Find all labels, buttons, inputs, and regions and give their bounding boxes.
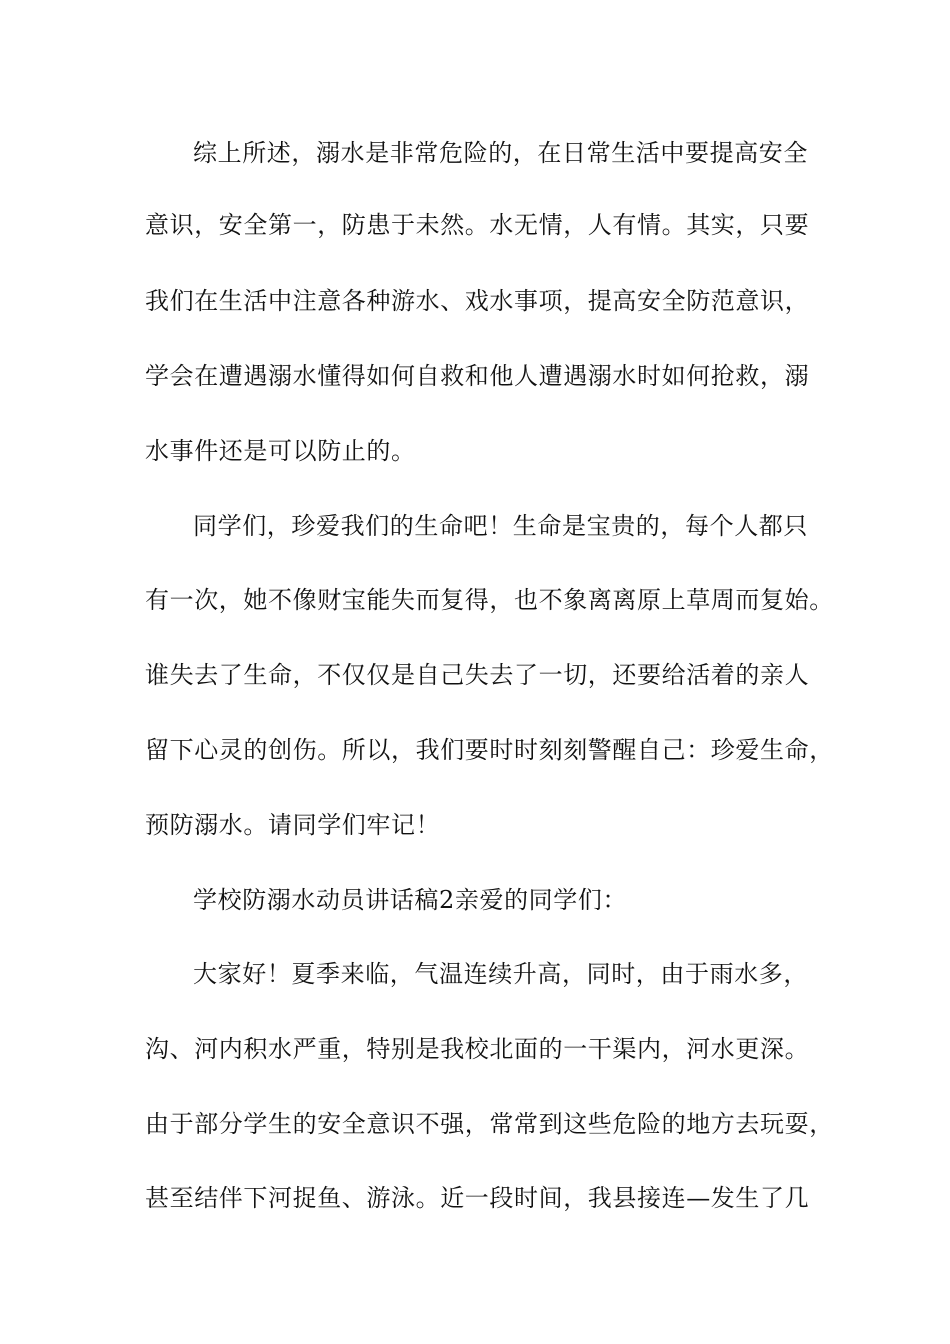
paragraph-line: 我们在生活中注意各种游水、戏水事项，提高安全防范意识，	[145, 287, 810, 315]
paragraph-line: 由于部分学生的安全意识不强，常常到这些危险的地方去玩耍，	[145, 1110, 834, 1138]
section-heading: 学校防溺水动员讲话稿2亲爱的同学们：	[193, 886, 628, 914]
paragraph-line: 水事件还是可以防止的。	[145, 437, 416, 465]
paragraph-line: 有一次，她不像财宝能失而复得，也不象离离原上草周而复始。	[145, 586, 834, 614]
paragraph-line: 综上所述，溺水是非常危险的，在日常生活中要提高安全	[193, 139, 808, 167]
paragraph-line: 沟、河内积水严重，特别是我校北面的一干渠内，河水更深。	[145, 1035, 810, 1063]
paragraph-line: 同学们，珍爱我们的生命吧！生命是宝贵的，每个人都只	[193, 512, 808, 540]
paragraph-line: 甚至结伴下河捉鱼、游泳。近一段时间，我县接连—发生了几	[145, 1184, 810, 1212]
paragraph-line: 留下心灵的创伤。所以，我们要时时刻刻警醒自己：珍爱生命，	[145, 736, 834, 764]
paragraph-line: 谁失去了生命，不仅仅是自己失去了一切，还要给活着的亲人	[145, 661, 810, 689]
paragraph-line: 意识，安全第一，防患于未然。水无情，人有情。其实，只要	[145, 211, 810, 239]
paragraph-line: 大家好！夏季来临，气温连续升高，同时，由于雨水多，	[193, 960, 808, 988]
paragraph-line: 预防溺水。请同学们牢记！	[145, 811, 441, 839]
paragraph-line: 学会在遭遇溺水懂得如何自救和他人遭遇溺水时如何抢救，溺	[145, 362, 810, 390]
